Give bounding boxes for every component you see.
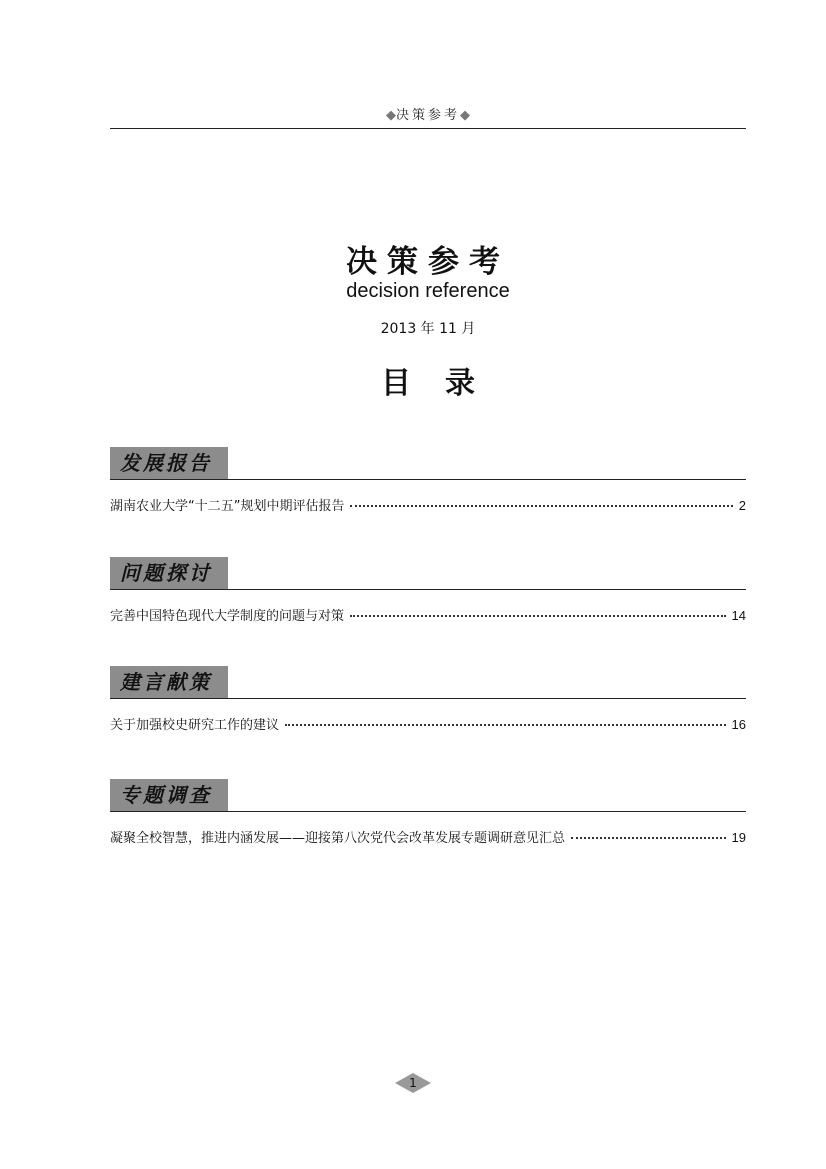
section-bar	[110, 446, 746, 480]
toc-section-problem-discussion	[110, 556, 746, 624]
toc-section-special-survey	[110, 778, 746, 846]
section-bar	[110, 778, 746, 812]
diamond-icon: ◆	[460, 108, 470, 123]
page-number: 1	[409, 1076, 417, 1090]
section-bar	[110, 665, 746, 699]
toc-entry-title: 湖南农业大学“十二五”规划中期评估报告	[110, 499, 345, 514]
dot-leader	[350, 615, 726, 617]
dot-leader	[571, 837, 726, 839]
toc-entry-page: 14	[731, 608, 746, 623]
dot-leader	[350, 505, 732, 507]
publication-subtitle: decision reference	[346, 280, 510, 302]
page-number-badge	[394, 1072, 432, 1094]
section-heading: 问题探讨	[110, 557, 228, 589]
toc-entry[interactable]	[110, 714, 746, 733]
header-rule	[110, 128, 746, 129]
dot-leader	[285, 724, 726, 726]
toc-title: 目录	[381, 366, 509, 401]
toc-entry[interactable]	[110, 605, 746, 624]
diamond-icon: ◆	[385, 108, 396, 123]
toc-section-development-report	[110, 446, 746, 514]
toc-entry-title: 凝聚全校智慧，推进内涵发展——迎接第八次党代会改革发展专题调研意见汇总	[110, 831, 566, 846]
section-bar	[110, 556, 746, 590]
toc-entry[interactable]	[110, 495, 746, 514]
toc-entry-title: 完善中国特色现代大学制度的问题与对策	[110, 609, 345, 624]
toc-entry-page: 2	[738, 498, 746, 513]
toc-entry-title: 关于加强校史研究工作的建议	[110, 718, 280, 733]
toc-entry[interactable]	[110, 827, 746, 846]
toc-entry-page: 19	[731, 830, 746, 845]
section-heading: 建言献策	[110, 666, 228, 698]
toc-entry-page: 16	[731, 717, 746, 732]
toc-section-suggestions	[110, 665, 746, 733]
section-heading: 专题调查	[110, 779, 228, 811]
running-header	[110, 104, 746, 123]
section-heading: 发展报告	[110, 447, 228, 479]
running-header-text: 决策参考	[395, 108, 460, 123]
issue-date: 2013 年 11 月	[380, 321, 476, 337]
page-footer	[0, 1072, 826, 1094]
publication-title: 决策参考	[346, 244, 510, 280]
